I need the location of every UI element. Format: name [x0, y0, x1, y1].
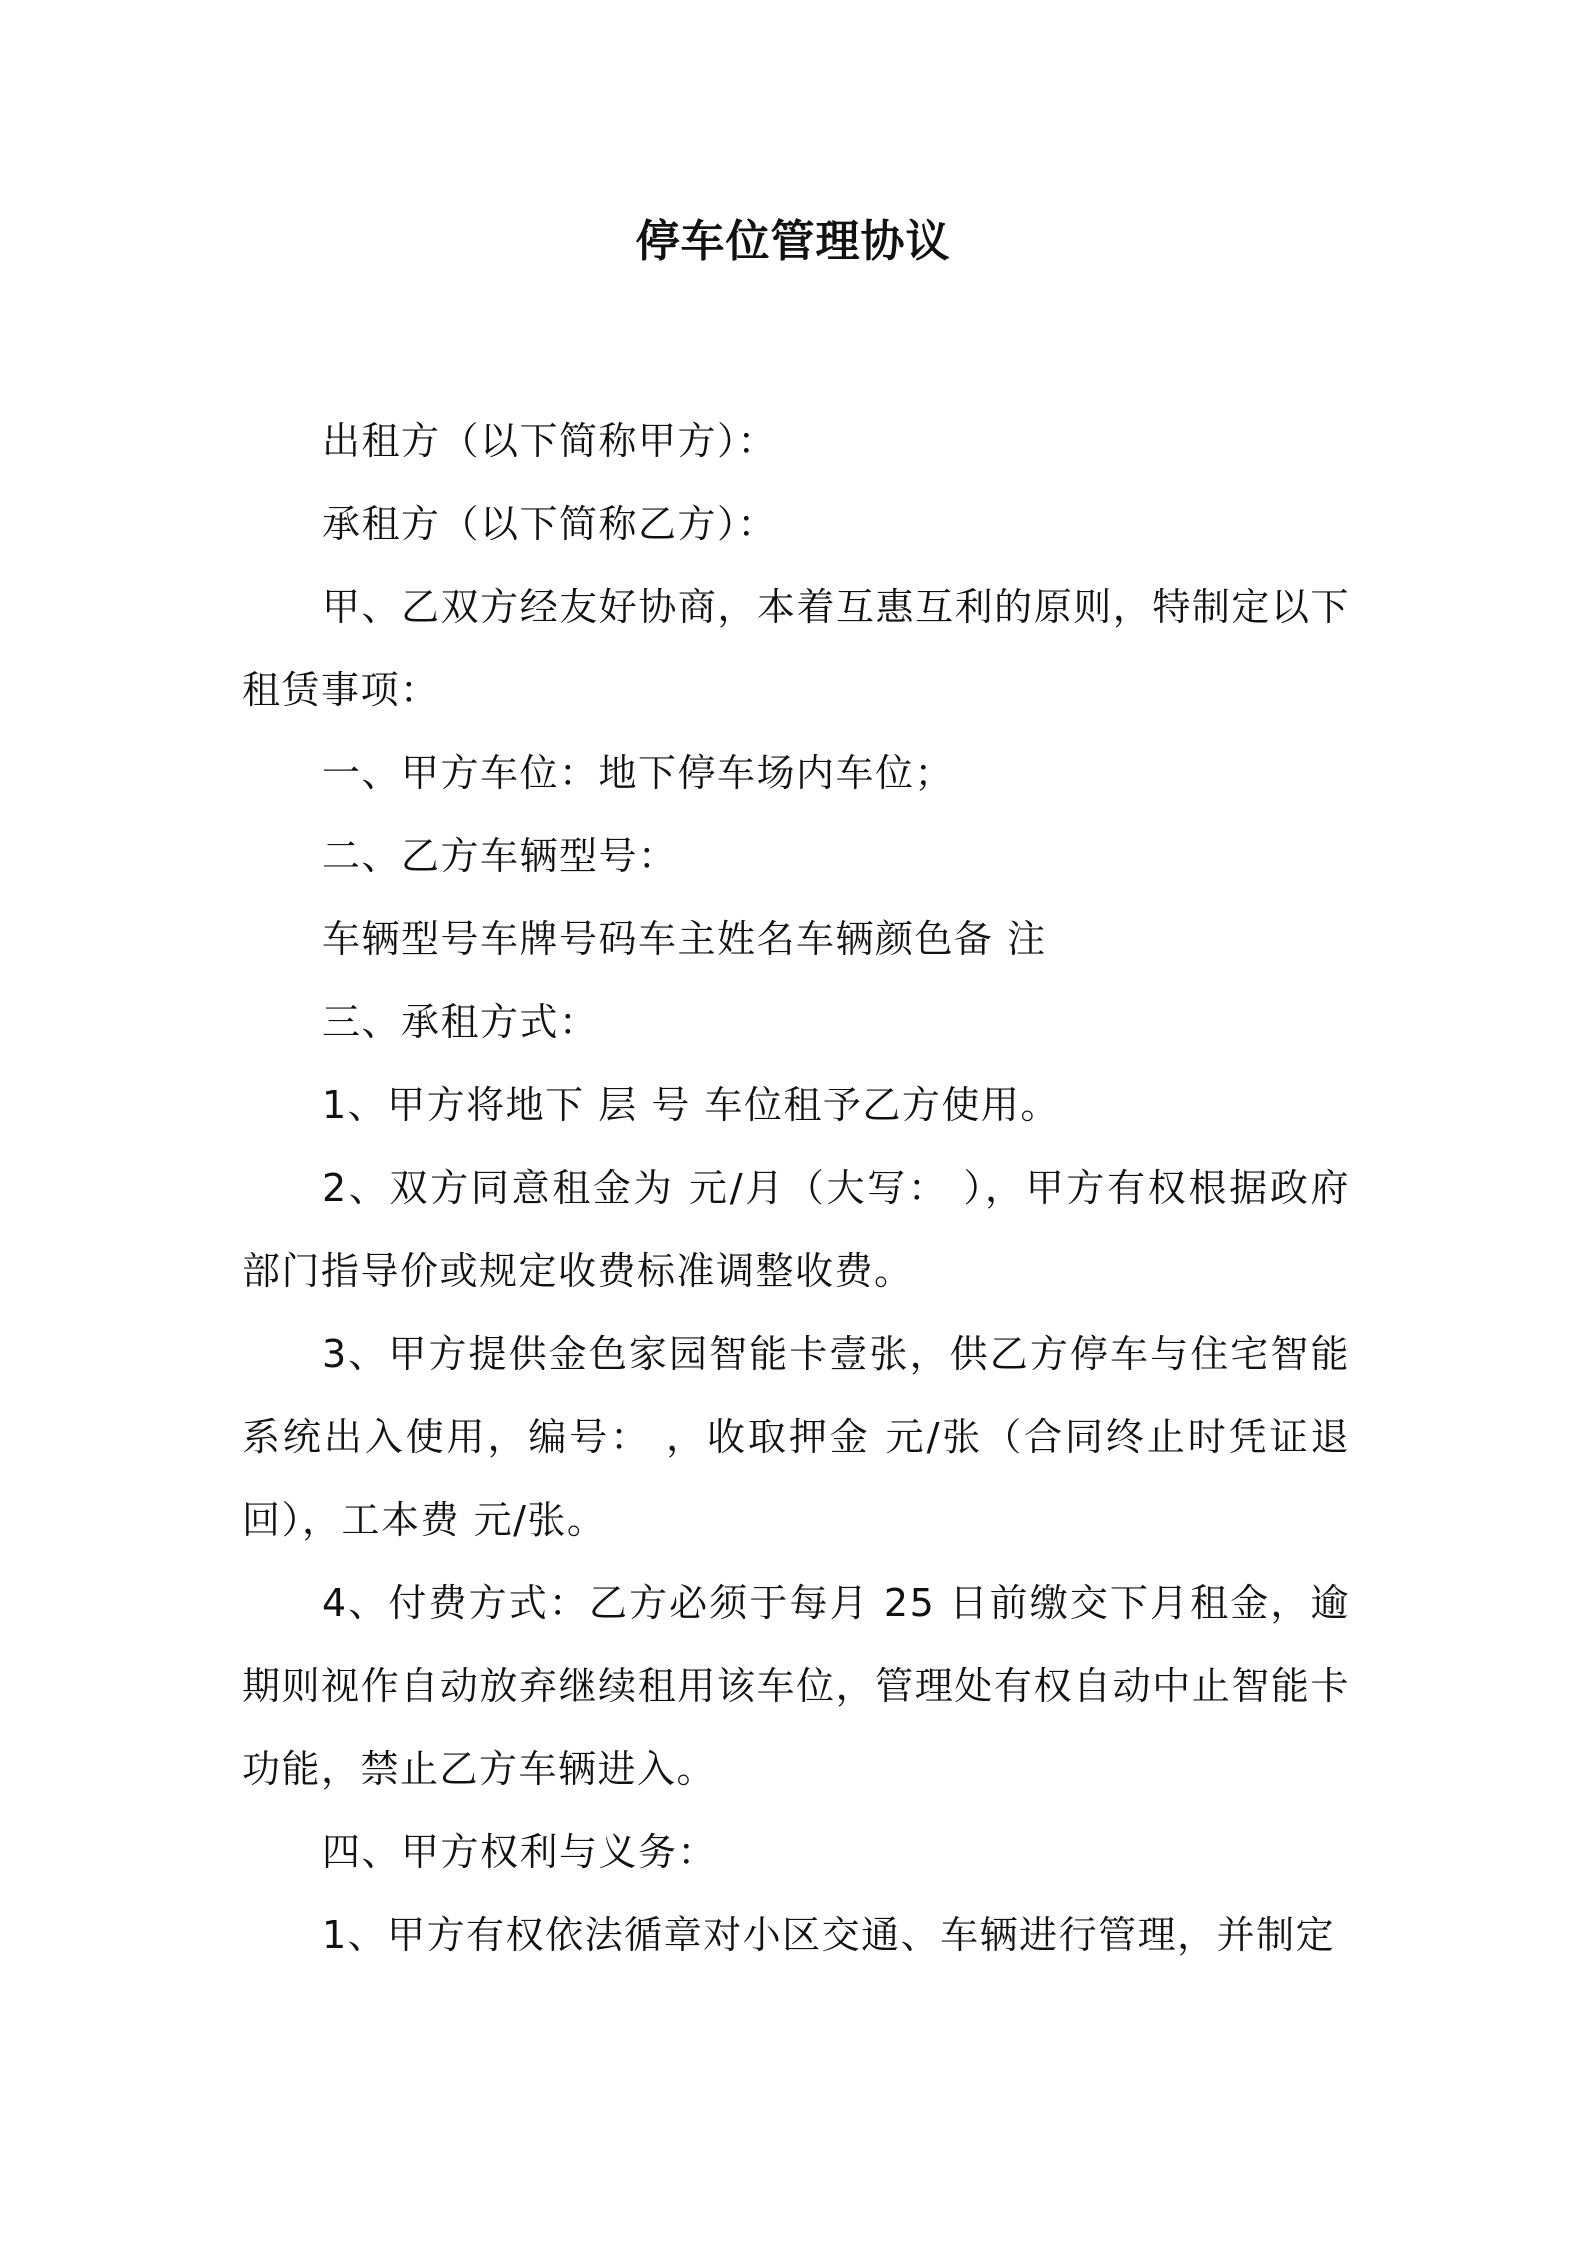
document-title: 停车位管理协议 — [635, 216, 951, 267]
paragraph-section-3: 三、承租方式： — [322, 1000, 599, 1044]
paragraph-section-2: 二、乙方车辆型号： — [322, 834, 678, 878]
paragraph-preamble: 甲、乙双方经友好协商，本着互惠互利的原则，特制定以下租赁事项： — [242, 585, 1350, 712]
paragraph-vehicle-fields: 车辆型号车牌号码车主姓名车辆颜色备 注 — [322, 917, 1047, 961]
paragraph-lessee: 承租方（以下简称乙方）： — [322, 502, 778, 546]
paragraph-clause-3-3: 3、甲方提供金色家园智能卡壹张，供乙方停车与住宅智能系统出入使用，编号： ，收取押金 元/张（合同终止时凭证退回），工本费 元/张。 — [242, 1332, 1350, 1542]
paragraph-lessor: 出租方（以下简称甲方）： — [322, 419, 778, 463]
paragraph-clause-3-4: 4、付费方式：乙方必须于每月 25 日前缴交下月租金，逾期则视作自动放弃继续租用该车位，管理处有权自动中止智能卡功能，禁止乙方车辆进入。 — [242, 1581, 1350, 1791]
paragraph-section-4: 四、甲方权利与义务： — [322, 1830, 718, 1874]
paragraph-clause-3-1: 1、甲方将地下 层 号 车位租予乙方使用。 — [322, 1083, 1060, 1127]
paragraph-clause-3-2: 2、双方同意租金为 元/月（大写： ），甲方有权根据政府部门指导价或规定收费标准调整收费。 — [242, 1166, 1350, 1293]
paragraph-clause-4-1: 1、甲方有权依法循章对小区交通、车辆进行管理，并制定 — [322, 1913, 1336, 1957]
paragraph-section-1: 一、甲方车位：地下停车场内车位； — [322, 751, 955, 795]
